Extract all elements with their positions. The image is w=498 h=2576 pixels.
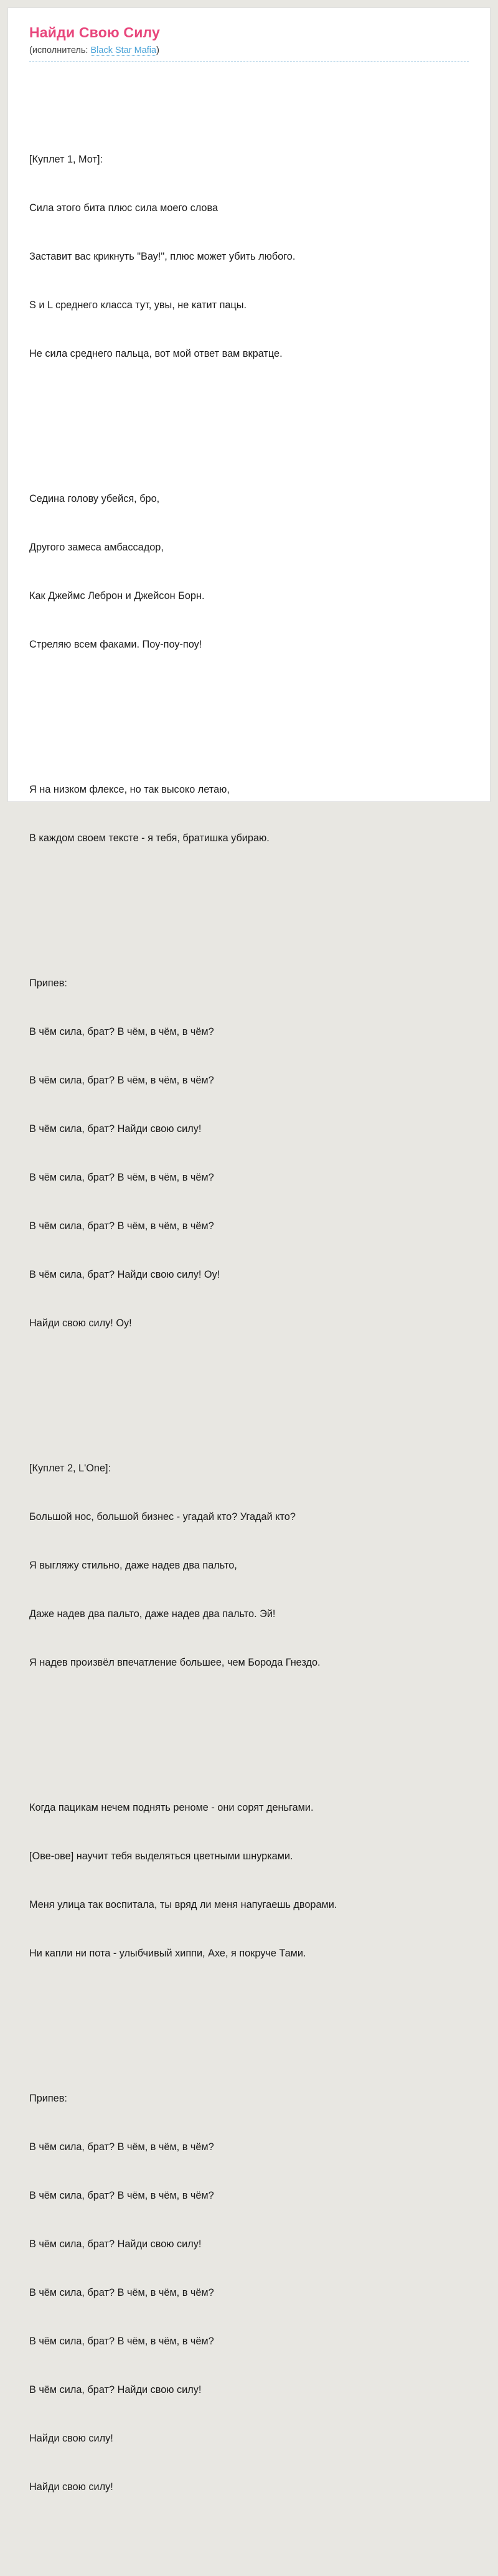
artist-close-paren: ) [156,45,159,55]
lyrics-line: Я надев произвёл впечатление большее, чем Борода Гнездо. [29,1656,321,1668]
lyrics-line: Не сила среднего пальца, вот мой ответ вам вкратце. [29,347,283,359]
lyrics-line: В чём сила, брат? В чём, в чём, в чём? [29,1026,214,1037]
lyrics-stanza [29,1428,469,1703]
lyrics-line: В чём сила, брат? В чём, в чём, в чём? [29,2335,214,2347]
lyrics-line: Сила этого бита плюс сила моего слова [29,202,218,214]
lyrics-line: Я на низком флексе, но так высоко летаю, [29,783,230,795]
lyrics-line: В чём сила, брат? В чём, в чём, в чём? [29,2141,214,2153]
lyrics-line: Седина голову убейся, бро, [29,493,160,504]
lyrics-line: Меня улица так воспитала, ты вряд ли меня напугаешь дворами. [29,1899,337,1910]
lyrics-stanza [29,749,469,879]
lyrics-stanza [29,1767,469,1994]
lyrics-line: В чём сила, брат? В чём, в чём, в чём? [29,2286,214,2298]
lyrics-line: S и L среднего класса тут, увы, не катит пацы. [29,299,247,311]
lyrics-line: [Куплет 1, Мот]: [29,153,103,165]
lyrics-line: В чём сила, брат? Найди свою силу! Оу! [29,1268,220,1280]
lyrics-line: [Куплет 2, L'One]: [29,1462,111,1474]
lyrics-line: Большой нос, большой бизнес - угадай кто? Угадай кто? [29,1511,296,1522]
lyrics-line: В чём сила, брат? Найди свою силу! [29,2238,202,2250]
lyrics-line: В чём сила, брат? В чём, в чём, в чём? [29,1220,214,1232]
lyrics-line: В чём сила, брат? Найди свою силу! [29,1123,202,1135]
artist-link[interactable]: Black Star Mafia [90,45,157,55]
lyrics-line: Ни капли ни пота - улыбчивый хиппи, Ахе, я покруче Тами. [29,1947,306,1959]
lyrics-line: Найди свою силу! [29,2432,113,2444]
lyrics-line: Как Джеймс Леброн и Джейсон Борн. [29,590,205,602]
lyrics-line: Когда пацикам нечем поднять реноме - они сорят деньгами. [29,1801,314,1813]
lyrics-line: Припев: [29,2092,67,2104]
lyrics-line: В чём сила, брат? Найди свою силу! [29,2384,202,2395]
artist-label: исполнитель: [32,45,91,55]
lyrics-stanza [29,2058,469,2527]
lyrics-line: Найди свою силу! Оу! [29,1317,132,1329]
lyrics-line: Я выгляжу стильно, даже надев два пальто, [29,1559,237,1571]
lyrics-line: Заставит вас крикнуть "Вау!", плюс может убить любого. [29,250,296,262]
lyrics-stanza [29,119,469,394]
divider [29,61,469,62]
lyrics-line: В чём сила, брат? В чём, в чём, в чём? [29,1171,214,1183]
page-title: Найди Свою Силу [29,24,161,40]
lyrics-line: В каждом своем тексте - я тебя, братишка убираю. [29,832,270,844]
lyrics-line: Даже надев два пальто, даже надев два пальто. Эй! [29,1608,276,1620]
artist-open-paren: ( [29,45,32,55]
lyrics-stanza [29,458,469,685]
lyrics-line: В чём сила, брат? В чём, в чём, в чём? [29,2189,214,2201]
lyrics-line: Стреляю всем факами. Поу-поу-поу! [29,638,202,650]
artist-line [29,45,469,55]
lyrics-line: [Ове-ове] научит тебя выделяться цветными шнурками. [29,1850,293,1862]
lyrics-stanza [29,943,469,1364]
lyrics-line: Другого замеса амбассадор, [29,541,164,553]
lyrics-line: В чём сила, брат? В чём, в чём, в чём? [29,1074,214,1086]
lyrics-sheet [7,7,491,2493]
lyrics-body [29,70,469,2576]
lyrics-line: Припев: [29,977,67,989]
lyrics-line: Найди свою силу! [29,2481,113,2493]
